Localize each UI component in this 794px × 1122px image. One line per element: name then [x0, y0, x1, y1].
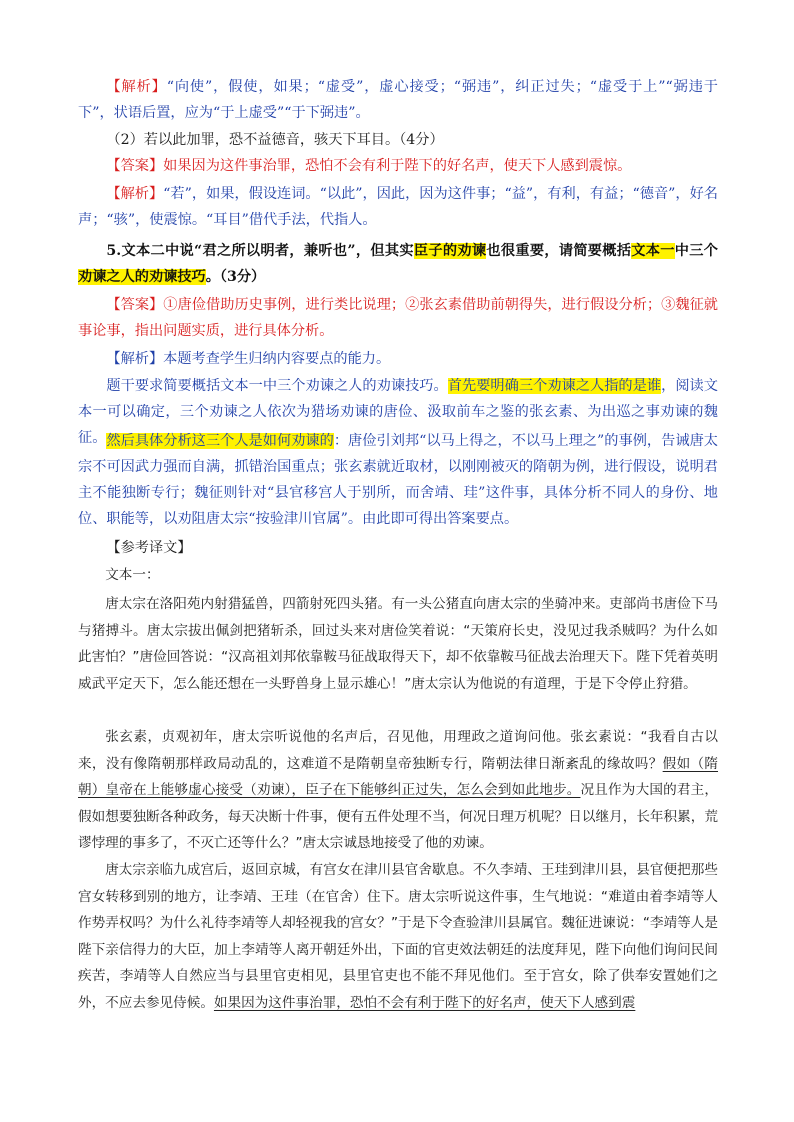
highlight: 然后具体分析这三个人是如何劝谏的	[106, 433, 334, 449]
q5-question: 5.文本二中说“君之所以明者，兼听也”，但其实臣子的劝谏也很重要，请简要概括文本一中三个劝谏之人的劝谏技巧。（3分）	[78, 243, 718, 285]
translation-para-2: 张玄素，贞观初年，唐太宗听说他的名声后，召见他，用理政之道询问他。张玄素说：“我看自古以来，没有像隋朝那样政局动乱的，这难道不是隋朝皇帝独断专行，隋朝法律日渐紊乱的缘故吗？假如（隋朝）皇帝在上能够虚心接受（劝谏），臣子在下能够纠正过失，怎么会到如此地步。况且作为大国的君主，假如想要独断各种政务，每天决断十件事，便有五件处理不当，何况日理万机呢？日以继月，长年积累，荒谬悖理的事多了，不灭亡还等什么？”唐太宗诚恳地接受了他的劝谏。	[78, 729, 719, 851]
underlined-text: 假如（隋朝）皇帝在上能够虚心接受（劝谏），臣子在下能够纠正过失，怎么会到如此地步。	[78, 755, 719, 798]
translation-subtitle: 文本一：	[105, 567, 160, 583]
analysis-label: 【解析】	[106, 186, 164, 202]
highlight: 臣子的劝谏	[413, 243, 487, 259]
q4-2-answer: 【答案】如果因为这件事治罪，恐怕不会有利于陛下的好名声，使天下人感到震惊。	[106, 158, 632, 174]
highlight: 文本一	[631, 243, 675, 259]
analysis-label: 【解析】	[106, 351, 164, 367]
underlined-text: 如果因为这件事治罪，恐怕不会有利于陛下的好名声，使天下人感到震	[213, 994, 636, 1011]
q4-2-analysis: 【解析】“向使”，假使，如果；“虚受”，虚心接受；“弼违”，纠正过失；“虚受于上”“弼违于下”，状语后置，应为“于上虚受”“于下弼违”。	[78, 79, 718, 121]
translation-para-3: 唐太宗亲临九成宫后，返回京城，有宫女在津川县官舍歇息。不久李靖、王珪到津川县，县官便把那些宫女转移到别的地方，让李靖、王珪（在官舍）住下。唐太宗听说这件事，生气地说：“难道由着李靖等人作势弄权吗？为什么礼待李靖等人却轻视我的宫女？”于是下令查验津川县属官。魏征进谏说：“李靖等人是陛下亲信得力的大臣，加上李靖等人离开朝廷外出，下面的官吏效法朝廷的法度拜见，陛下向他们询问民间疾苦，李靖等人自然应当与县里官吏相见，县里官吏也不能不拜见他们。至于宫女，除了供奉安置她们之外，不应去参见侍候。如果因为这件事治罪，恐怕不会有利于陛下的好名声，使天下人感到震	[78, 862, 718, 1011]
q4-2-question: （2）若以此加罪，恐不益德音，骇天下耳目。（4分）	[106, 132, 444, 148]
q5-analysis-para-2: 题干要求简要概括文本一中三个劝谏之人的劝谏技巧。首先要明确三个劝谏之人指的是谁，阅读文本一可以确定，三个劝谏之人依次为猎场劝谏的唐俭、汲取前车之鉴的张玄素、为出巡之事劝谏的魏征。	[78, 378, 718, 446]
q5-answer: 【答案】①唐俭借助历史事例，进行类比说理；②张玄素借助前朝得失，进行假设分析；③魏征就事论事，指出问题实质，进行具体分析。	[78, 297, 718, 339]
q5-analysis: 【解析】本题考查学生归纳内容要点的能力。	[106, 351, 391, 367]
q5-analysis-para-3: 然后具体分析这三个人是如何劝谏的：唐俭引刘邦“以马上得之，不以马上理之”的事例，告诫唐太宗不可因武力强而自满，抓错治国重点；张玄素就近取材，以刚刚被灭的隋朝为例，进行假设，说明君主不能独断专行；魏征则针对“县官移宫人于别所，而舍靖、珪”这件事，具体分析不同人的身份、地位、职能等，以劝阻唐太宗“按验津川官属”。由此即可得出答案要点。	[78, 433, 718, 527]
q4-2-analysis-2: 【解析】“若”，如果，假设连词。“以此”，因此，因为这件事；“益”，有利，有益；“德音”，好名声；“骇”，使震惊。“耳目”借代手法，代指人。	[78, 186, 718, 228]
highlight: 首先要明确三个劝谏之人指的是谁	[447, 378, 662, 394]
translation-title: 【参考译文】	[106, 540, 192, 556]
highlight: 劝谏之人的劝谏技巧	[78, 269, 206, 285]
analysis-label: 【解析】	[106, 79, 167, 95]
answer-label: 【答案】	[106, 158, 164, 174]
answer-label: 【答案】	[106, 297, 164, 313]
translation-para-1: 唐太宗在洛阳苑内射猎猛兽，四箭射死四头猪。有一头公猪直向唐太宗的坐骑冲来。吏部尚书唐俭下马与猪搏斗。唐太宗拔出佩剑把猪斩杀，回过头来对唐俭笑着说：“天策府长史，没见过我杀贼吗？为什么如此害怕？”唐俭回答说：“汉高祖刘邦依靠鞍马征战取得天下，却不依靠鞍马征战去治理天下。陛下凭着英明威武平定天下，怎么能还想在一头野兽身上显示雄心！”唐太宗认为他说的有道理，于是下令停止狩猎。	[78, 596, 718, 692]
